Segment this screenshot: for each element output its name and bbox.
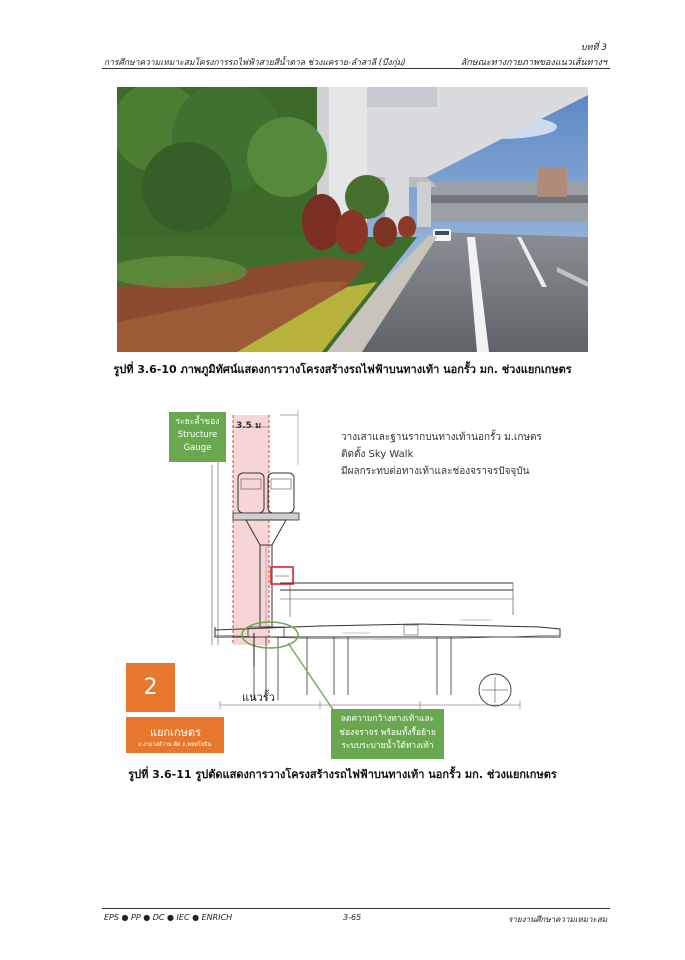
page-number: 3-65 (343, 913, 362, 922)
structure-gauge-label (169, 412, 226, 462)
section-number-badge: 2 (126, 663, 175, 712)
impact-callout (331, 709, 444, 759)
diagram-note-1: วางเสาและฐานรากบนทางเท้านอกรั้ว ม.เกษตร (341, 432, 542, 443)
callout-line-3: ระบบระบายน้ำใต้ทางเท้า (341, 741, 434, 751)
landscape-photo (117, 87, 588, 352)
chapter-number: บทที่ 3 (580, 43, 607, 53)
callout-line-2: ช่องจราจร พร้อมทั้งรื้อย้าย (339, 727, 436, 738)
figure-caption-2: รูปที่ 3.6-11 รูปตัดแสดงการวางโครงสร้างรถไฟฟ้าบนทางเท้า นอกรั้ว มก. ช่วงแยกเกษตร (128, 768, 557, 781)
chapter-title: ลักษณะทางกายภาพของแนวเส้นทางฯ (460, 58, 607, 68)
callout-line-1: ลดความกว้างทางเท้าและ (340, 714, 435, 724)
gauge-label-line-1: ระยะล้ำของ (175, 417, 220, 427)
gauge-width-dimension: 3.5 ม (236, 421, 262, 431)
gauge-label-line-2: Structure (177, 430, 218, 440)
diagram-note-2: ติดตั้ง Sky Walk (341, 449, 414, 460)
figure-caption-1: รูปที่ 3.6-10 ภาพภูมิทัศน์แสดงการวางโครงสร้างรถไฟฟ้าบนทางเท้า นอกรั้ว มก. ช่วงแยกเกษตร (113, 363, 572, 376)
fence-label: แนวรั้ว (242, 691, 275, 704)
header-rule (102, 68, 610, 69)
footer-rule (102, 908, 610, 909)
diagram-note-3: มีผลกระทบต่อทางเท้าและช่องจราจรปัจจุบัน (341, 466, 530, 477)
footer-report-type: รายงานศึกษาความเหมาะสม (508, 915, 607, 924)
gauge-label-line-3: Gauge (183, 443, 212, 453)
intersection-subtitle: ถ.งามวงศ์วาน ตัด ถ.พหลโยธิน (138, 742, 212, 748)
intersection-name: แยกเกษตร (150, 726, 201, 739)
intersection-label-box (126, 717, 224, 753)
footer-consortium: EPS ● PP ● DC ● IEC ● ENRICH (104, 913, 233, 922)
document-title: การศึกษาความเหมาะสมโครงการรถไฟฟ้าสายสีน้ำตาล ช่วงแคราย-ลำสาลี (บึงกุ่ม) (104, 58, 406, 68)
